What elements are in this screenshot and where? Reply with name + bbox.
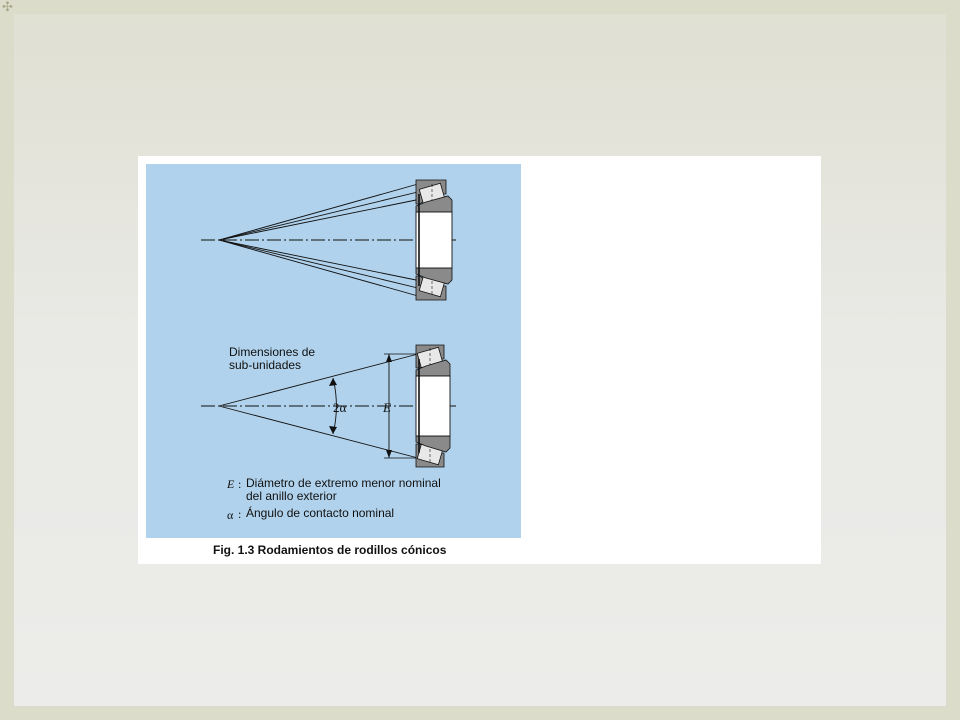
angle-arrow-lower <box>329 426 337 434</box>
legend-E-text-line1: Diámetro de extremo menor nominal <box>246 476 441 490</box>
corner-ornament-icon: ✣ <box>2 0 13 15</box>
bearing-diagram <box>146 164 521 538</box>
figure-caption: Fig. 1.3 Rodamientos de rodillos cónicos <box>213 543 447 557</box>
angle-arrow-upper <box>329 378 337 386</box>
legend-separator: : <box>238 507 242 521</box>
legend-symbol-E: E <box>227 477 235 491</box>
top-bore <box>416 212 452 268</box>
legend-E-text-line2: del anillo exterior <box>246 489 337 503</box>
bottom-bore <box>416 376 450 436</box>
top-bearing-assembly <box>201 180 456 300</box>
top-contact-line <box>219 240 416 280</box>
slide-frame-left <box>0 0 14 720</box>
top-contact-line <box>219 200 416 240</box>
legend-separator: : <box>238 477 242 491</box>
top-contact-line <box>219 240 422 289</box>
legend-symbol-alpha: α <box>227 508 234 522</box>
dimension-label: E <box>383 400 391 415</box>
angle-label: 2α <box>333 400 347 415</box>
legend-alpha-text: Ángulo de contacto nominal <box>246 506 395 520</box>
diagram-title-line2: sub-unidades <box>229 358 302 372</box>
top-contact-line <box>219 191 422 240</box>
diagram-title-line1: Dimensiones de <box>229 345 316 359</box>
slide-frame-right <box>946 0 960 720</box>
top-contact-line <box>219 184 418 240</box>
top-contact-line <box>219 240 418 296</box>
slide-frame-top <box>0 0 960 14</box>
slide-frame-bottom <box>0 706 960 720</box>
